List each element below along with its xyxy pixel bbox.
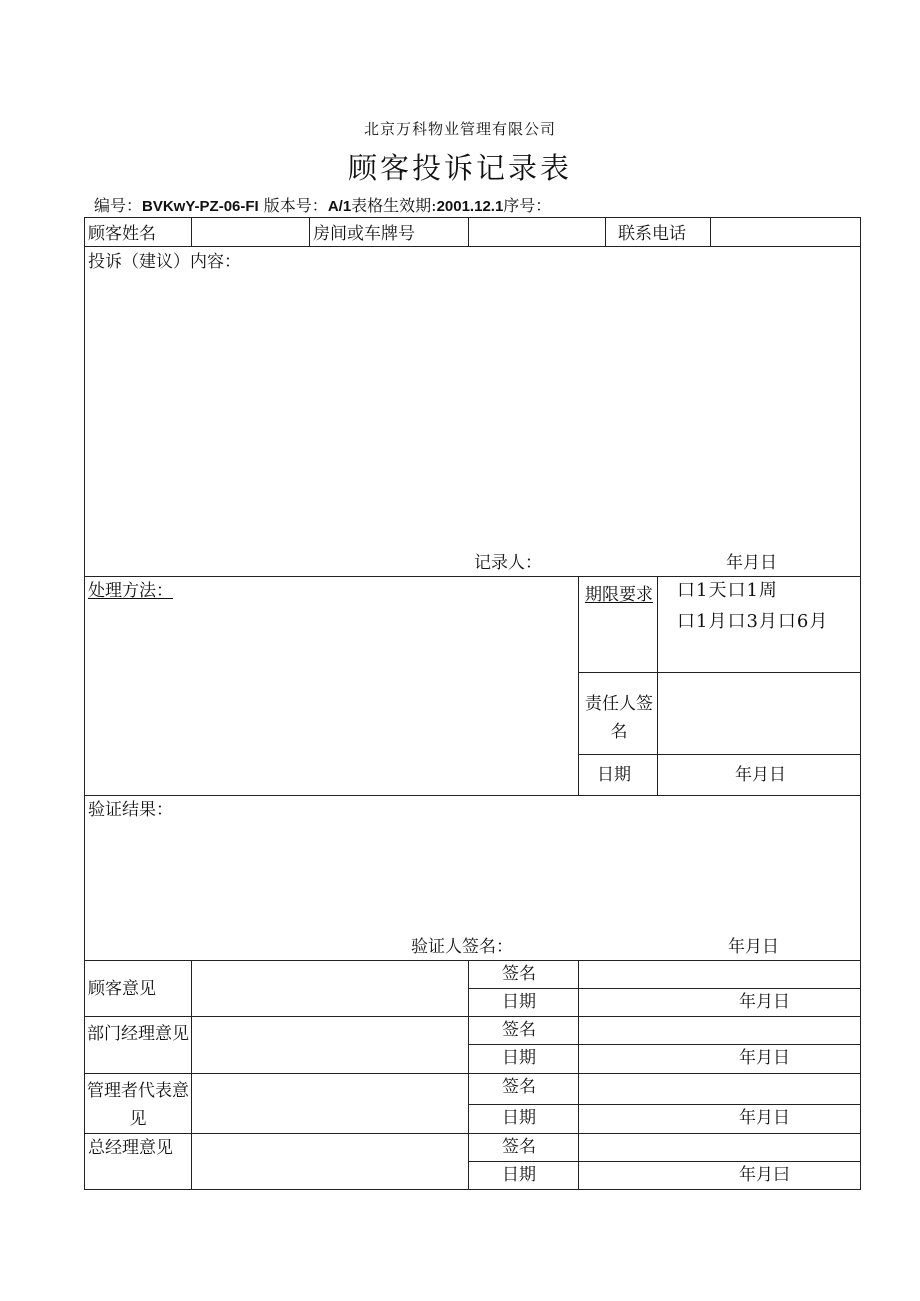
date-label: 日期 bbox=[502, 992, 536, 1012]
row-divider bbox=[84, 960, 861, 961]
version-value: A/1 bbox=[327, 198, 352, 215]
effective-value: 2001.12.1 bbox=[436, 198, 504, 215]
company-name: 北京万科物业管理有限公司 bbox=[363, 120, 556, 138]
col-divider bbox=[309, 217, 310, 246]
handling-date-value: 年月日 bbox=[735, 765, 786, 785]
handling-date-label: 日期 bbox=[597, 765, 631, 785]
dept-manager-opinion-label: 部门经理意见 bbox=[87, 1024, 189, 1044]
col-divider bbox=[710, 217, 711, 246]
date-value: 年月日 bbox=[739, 1048, 790, 1068]
room-plate-label: 房间或车牌号 bbox=[313, 224, 415, 244]
date-label: 日期 bbox=[502, 1108, 536, 1128]
form-meta-line bbox=[94, 193, 551, 216]
table-border-top bbox=[84, 217, 861, 218]
col-divider bbox=[191, 217, 192, 246]
deadline-options-line1: 口1天口1周 bbox=[677, 580, 778, 601]
sign-label: 签名 bbox=[502, 964, 536, 984]
responsible-signature-label: 责任人签名 bbox=[585, 694, 653, 742]
complaint-label: 投诉（建议）内容： bbox=[88, 252, 241, 272]
row-divider bbox=[84, 1073, 861, 1074]
form-title: 顾客投诉记录表 bbox=[347, 151, 572, 185]
code-label: 编号： bbox=[94, 196, 143, 215]
handling-method-label: 处理方法： bbox=[88, 581, 173, 601]
serial-label: 序号： bbox=[503, 196, 552, 215]
col-divider bbox=[578, 576, 579, 795]
code-value: BVKwY-PZ-06-FI bbox=[142, 198, 259, 215]
deadline-label: 期限要求 bbox=[585, 585, 653, 605]
verifier-signature-label: 验证人签名： bbox=[411, 937, 513, 957]
row-divider bbox=[84, 795, 861, 796]
col-divider bbox=[605, 217, 606, 246]
row-divider bbox=[468, 1161, 861, 1162]
effective-label: 表格生效期: bbox=[351, 196, 437, 215]
row-divider bbox=[468, 988, 861, 989]
version-label: 版本号： bbox=[263, 196, 328, 215]
row-divider bbox=[84, 576, 861, 577]
col-divider bbox=[578, 960, 579, 1190]
row-divider bbox=[468, 1104, 861, 1105]
recorder-label: 记录人： bbox=[474, 553, 542, 573]
verification-date: 年月日 bbox=[728, 937, 779, 957]
customer-opinion-label: 顾客意见 bbox=[88, 979, 156, 999]
deadline-options-line2: 口1月口3月口6月 bbox=[677, 611, 829, 632]
col-divider bbox=[191, 960, 192, 1190]
table-border-bottom bbox=[84, 1189, 861, 1190]
row-divider bbox=[578, 672, 861, 673]
col-divider bbox=[468, 960, 469, 1190]
date-value: 年月日 bbox=[739, 992, 790, 1012]
date-value: 年月日 bbox=[739, 1108, 790, 1128]
row-divider bbox=[578, 754, 861, 755]
date-value: 年月曰 bbox=[739, 1165, 790, 1185]
row-divider bbox=[84, 1133, 861, 1134]
general-manager-opinion-label: 总经理意见 bbox=[88, 1138, 173, 1158]
col-divider bbox=[468, 217, 469, 246]
table-border-left bbox=[84, 217, 85, 1190]
row-divider bbox=[84, 246, 861, 247]
date-label: 日期 bbox=[502, 1048, 536, 1068]
management-rep-opinion-label: 管理者代表意见 bbox=[87, 1081, 189, 1129]
sign-label: 签名 bbox=[502, 1077, 536, 1097]
phone-label: 联系电话 bbox=[618, 224, 686, 244]
sign-label: 签名 bbox=[502, 1137, 536, 1157]
customer-name-label: 顾客姓名 bbox=[88, 224, 156, 244]
row-divider bbox=[84, 1016, 861, 1017]
col-divider bbox=[657, 576, 658, 795]
date-label: 日期 bbox=[502, 1165, 536, 1185]
sign-label: 签名 bbox=[502, 1020, 536, 1040]
verification-label: 验证结果： bbox=[88, 800, 173, 820]
complaint-date: 年月日 bbox=[726, 553, 777, 573]
row-divider bbox=[468, 1044, 861, 1045]
